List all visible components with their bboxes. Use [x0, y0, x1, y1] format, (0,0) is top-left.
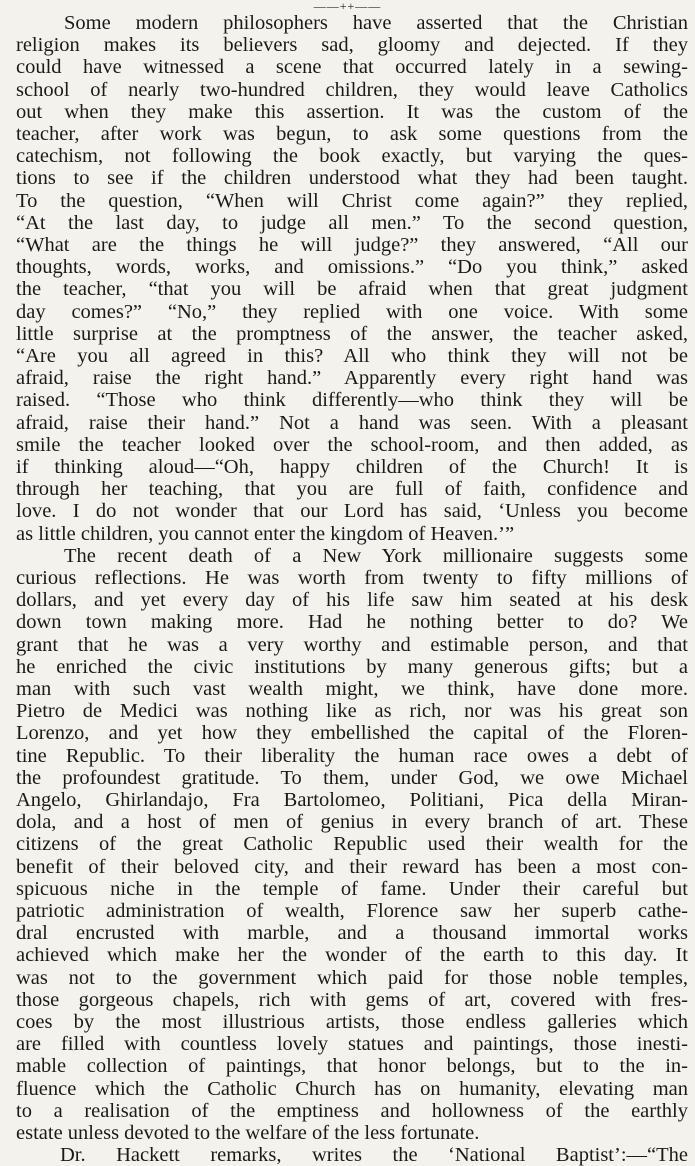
text-line: those gorgeous chapels, rich with gems of art, covered with fres-: [16, 988, 688, 1011]
text-line: little surprise at the promptness of the answer, the teacher asked,: [16, 322, 688, 345]
text-line: fluence which the Catholic Church has on humanity, elevating man: [16, 1077, 688, 1100]
text-line: dral encrusted with marble, and a thousand immortal works: [16, 922, 688, 945]
text-line: to a realisation of the emptiness and hollowness of the earthly: [16, 1099, 688, 1122]
text-line: estate unless devoted to the welfare of the less fortunate.: [16, 1122, 480, 1144]
text-line: out when they make this assertion. It was the custom of the: [16, 100, 688, 123]
text-line: he enriched the civic institutions by many generous gifts; but a: [16, 655, 688, 678]
text-line: Dr. Hackett remarks, writes the ‘National Baptist’:—“The: [60, 1144, 688, 1166]
text-line: afraid, raise their hand.” Not a hand was seen. With a pleasant: [16, 411, 688, 434]
text-line: teacher, after work was begun, to ask some questions from the: [16, 123, 688, 145]
text-line: “What are the things he will judge?” they answered, “All our: [16, 234, 688, 256]
text-line: citizens of the great Catholic Republic used their wealth for the: [16, 833, 688, 856]
text-line: raised. “Those who think differently—who think they will be: [16, 389, 688, 412]
text-line: benefit of their beloved city, and their reward has been a most con-: [16, 855, 688, 878]
text-line: “Are you all agreed in this? All who think they will not be: [16, 345, 688, 367]
text-line: love. I do not wonder that our Lord has said, ‘Unless you become: [16, 500, 688, 523]
text-line: Some modern philosophers have asserted that the Christian: [64, 12, 688, 34]
text-line: dola, and a host of men of genius in every branch of art. These: [16, 811, 688, 834]
text-line: achieved which make her the wonder of the earth to this day. It: [16, 944, 688, 967]
text-line: “At the last day, to judge all men.” To the second question,: [16, 211, 688, 234]
text-line: thoughts, words, works, and omissions.” “Do you think,” asked: [16, 256, 688, 279]
text-line: tions to see if the children understood what they had been taught.: [16, 167, 688, 190]
text-line: religion makes its believers sad, gloomy and dejected. If they: [16, 34, 688, 57]
text-line: The recent death of a New York millionaire suggests some: [64, 544, 688, 567]
text-line: To the question, “When will Christ come again?” they replied,: [16, 189, 688, 212]
text-line: could have witnessed a scene that occurred lately in a sewing-: [16, 56, 688, 79]
text-line: curious reflections. He was worth from twenty to fifty millions of: [16, 567, 688, 589]
text-line: afraid, raise the right hand.” Apparently every right hand was: [16, 367, 688, 390]
separator-rule: ——++——: [313, 0, 382, 13]
text-line: dollars, and yet every day of his life saw him seated at his desk: [16, 589, 688, 612]
text-line: patriotic administration of wealth, Florence saw her superb cathe-: [16, 900, 688, 922]
text-line: Angelo, Ghirlandajo, Fra Bartolomeo, Politiani, Pica della Miran-: [16, 789, 688, 811]
text-line: school of nearly two-hundred children, they would leave Catholics: [16, 78, 688, 101]
text-line: man with such vast wealth might, we think, have done more.: [16, 678, 688, 700]
text-line: are filled with countless lovely statues and paintings, those inesti-: [16, 1033, 688, 1056]
text-line: the profoundest gratitude. To them, under God, we owe Michael: [16, 766, 688, 789]
text-line: coes by the most illustrious artists, those endless galleries which: [16, 1011, 688, 1033]
text-line: the teacher, “that you will be afraid when that great judgment: [16, 278, 688, 301]
text-line: catechism, not following the book exactly, but varying the ques-: [16, 145, 688, 168]
text-line: through her teaching, that you are full of faith, confidence and: [16, 478, 688, 501]
text-line: was not to the government which paid for those noble temples,: [16, 966, 688, 989]
text-line: down town making more. Had he nothing better to do? We: [16, 611, 688, 634]
text-line: if thinking aloud—“Oh, happy children of the Church! It is: [16, 456, 688, 478]
text-line: grant that he was a very worthy and estimable person, and that: [16, 633, 688, 656]
text-line: day comes?” “No,” they replied with one voice. With some: [16, 300, 688, 323]
text-line: Pietro de Medici was nothing like as rich, nor was his great son: [16, 700, 688, 723]
text-line: tine Republic. To their liberality the human race owes a debt of: [16, 744, 688, 767]
text-line: as little children, you cannot enter the kingdom of Heaven.’”: [16, 522, 515, 545]
text-line: mable collection of paintings, that honor belongs, but to the in-: [16, 1055, 688, 1078]
text-line: Lorenzo, and yet how they embellished the capital of the Floren-: [16, 722, 688, 745]
text-line: smile the teacher looked over the school-room, and then added, as: [16, 433, 688, 456]
text-line: spicuous niche in the temple of fame. Under their careful but: [16, 877, 688, 900]
